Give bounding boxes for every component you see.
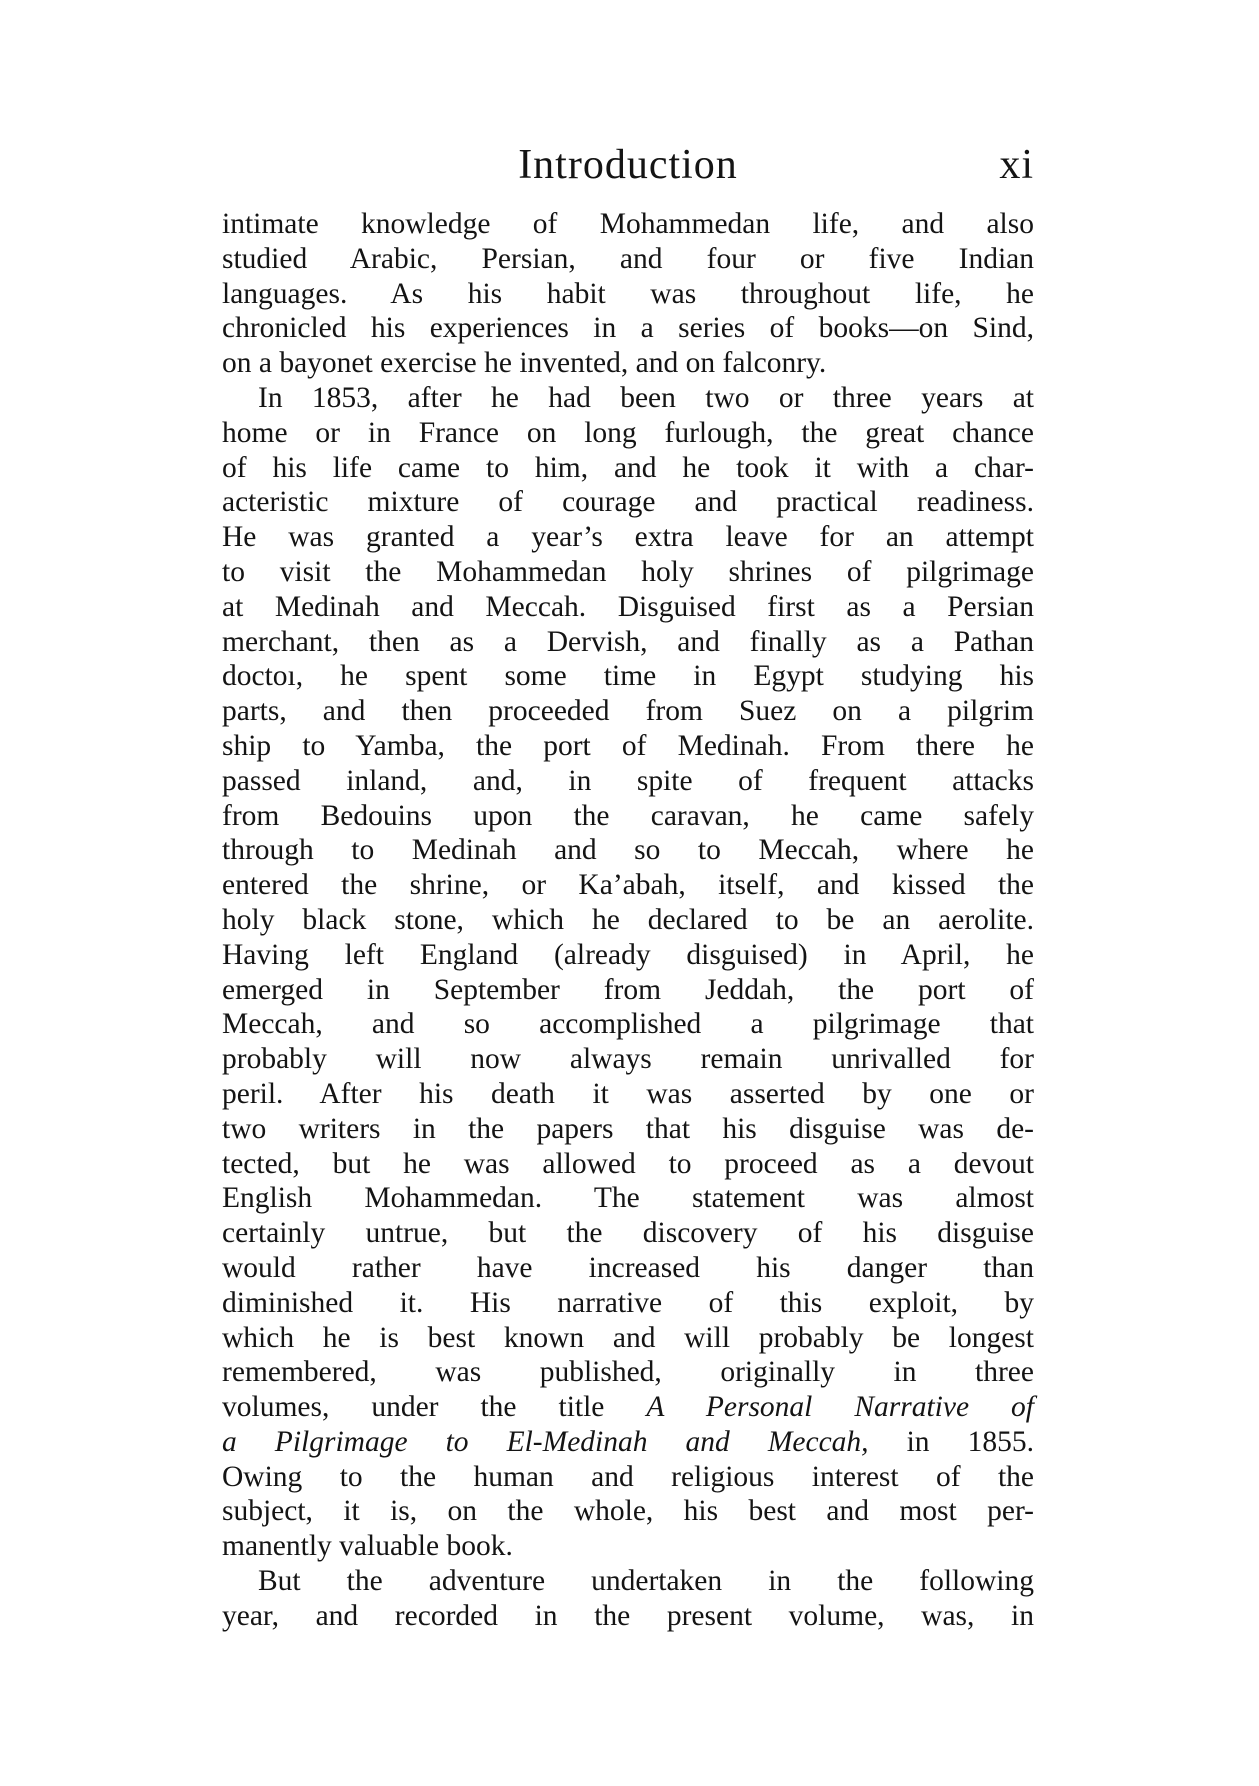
text-line [222, 485, 1034, 520]
line-text: diminished it. His narrative of this exploit, by [222, 1286, 1034, 1319]
italic-title-text: a Pilgrimage to El-Medinah and Meccah, [222, 1425, 869, 1458]
line-text: in 1855. [868, 1425, 1034, 1458]
line-text: emerged in September from Jeddah, the port of [222, 973, 1034, 1006]
text-line [222, 1077, 1034, 1112]
line-text: home or in France on long furlough, the great chance [222, 416, 1034, 449]
line-text: through to Medinah and so to Meccah, where he [222, 834, 1034, 867]
text-line [222, 1007, 1034, 1042]
line-text: Meccah, and so accomplished a pilgrimage that [222, 1008, 1034, 1041]
text-line [222, 1390, 1034, 1425]
line-text: merchant, then as a Dervish, and finally as a Pathan [222, 625, 1034, 658]
line-text: languages. As his habit was throughout life, he [222, 277, 1034, 310]
text-line [222, 1599, 1034, 1634]
line-text: subject, it is, on the whole, his best and most per- [222, 1495, 1034, 1528]
line-text: studied Arabic, Persian, and four or five Indian [222, 242, 1034, 275]
text-line [222, 729, 1034, 764]
line-text: Owing to the human and religious interest of the [222, 1460, 1034, 1493]
line-text: on a bayonet exercise he invented, and on falconry. [222, 347, 827, 380]
text-line [222, 1042, 1034, 1077]
line-text: from Bedouins upon the caravan, he came safely [222, 799, 1034, 832]
text-line [222, 1321, 1034, 1356]
text-line [222, 868, 1034, 903]
line-text: to visit the Mohammedan holy shrines of pilgrimage [222, 555, 1034, 588]
line-text: at Medinah and Meccah. Disguised first as a Persian [222, 590, 1034, 623]
text-line [222, 764, 1034, 799]
line-text: intimate knowledge of Mohammedan life, and also [222, 208, 1034, 240]
line-text: parts, and then proceeded from Suez on a pilgrim [222, 695, 1034, 728]
text-line [222, 625, 1034, 660]
line-text: holy black stone, which he declared to be an aerolite. [222, 903, 1034, 936]
text-line [222, 1355, 1034, 1390]
text-line [222, 346, 1034, 381]
text-line [222, 381, 1034, 416]
line-text: English Mohammedan. The statement was almost [222, 1182, 1034, 1215]
text-line [222, 1181, 1034, 1216]
text-line [222, 590, 1034, 625]
text-line [222, 1460, 1034, 1495]
text-line [222, 903, 1034, 938]
text-line [222, 1112, 1034, 1147]
text-line [222, 938, 1034, 973]
text-line [222, 1425, 1034, 1460]
text-line [222, 1147, 1034, 1182]
text-line [222, 416, 1034, 451]
text-line [222, 311, 1034, 346]
text-line [222, 973, 1034, 1008]
text-line [222, 1286, 1034, 1321]
text-line [222, 520, 1034, 555]
line-text: Having left England (already disguised) in April, he [222, 938, 1034, 971]
line-text: of his life came to him, and he took it with a char- [222, 451, 1034, 484]
line-text: two writers in the papers that his disguise was de- [222, 1112, 1034, 1145]
text-line [222, 1216, 1034, 1251]
line-text: entered the shrine, or Ka’abah, itself, and kissed the [222, 869, 1034, 902]
line-text: peril. After his death it was asserted by one or [222, 1077, 1034, 1110]
line-text: certainly untrue, but the discovery of his disguise [222, 1217, 1034, 1250]
text-line [222, 1529, 1034, 1564]
text-line [222, 451, 1034, 486]
line-text: remembered, was published, originally in three [222, 1356, 1034, 1389]
line-text: acteristic mixture of courage and practical readiness. [222, 486, 1034, 519]
line-text: In 1853, after he had been two or three years at [258, 381, 1034, 414]
line-text: which he is best known and will probably be longest [222, 1321, 1034, 1354]
text-line [222, 1494, 1034, 1529]
text-line [222, 694, 1034, 729]
text-line [222, 207, 1034, 242]
page-number: xi [999, 142, 1034, 188]
text-line [222, 659, 1034, 694]
text-line [222, 242, 1034, 277]
line-text: probably will now always remain unrivalled for [222, 1043, 1034, 1076]
text-line [222, 555, 1034, 590]
running-title: Introduction [518, 142, 738, 188]
line-text: year, and recorded in the present volume, was, in [222, 1599, 1034, 1632]
line-text: doctoı, he spent some time in Egypt studying his [222, 660, 1034, 693]
page-header [222, 138, 1034, 192]
text-line [222, 1564, 1034, 1599]
line-text: passed inland, and, in spite of frequent attacks [222, 764, 1034, 797]
line-text: chronicled his experiences in a series of books—on Sind, [222, 312, 1034, 345]
line-text: But the adventure undertaken in the following [258, 1565, 1034, 1598]
line-text: He was granted a year’s extra leave for an attempt [222, 521, 1034, 554]
line-text: ship to Yamba, the port of Medinah. From there he [222, 729, 1034, 762]
body-text [222, 207, 1034, 1634]
text-line [222, 799, 1034, 834]
line-text: manently valuable book. [222, 1530, 513, 1563]
line-text: would rather have increased his danger than [222, 1251, 1034, 1284]
line-text: volumes, under the title [222, 1391, 647, 1424]
text-line [222, 277, 1034, 312]
line-text: tected, but he was allowed to proceed as a devout [222, 1147, 1034, 1180]
text-line [222, 833, 1034, 868]
text-line [222, 1251, 1034, 1286]
italic-title-text: A Personal Narrative of [646, 1391, 1034, 1424]
